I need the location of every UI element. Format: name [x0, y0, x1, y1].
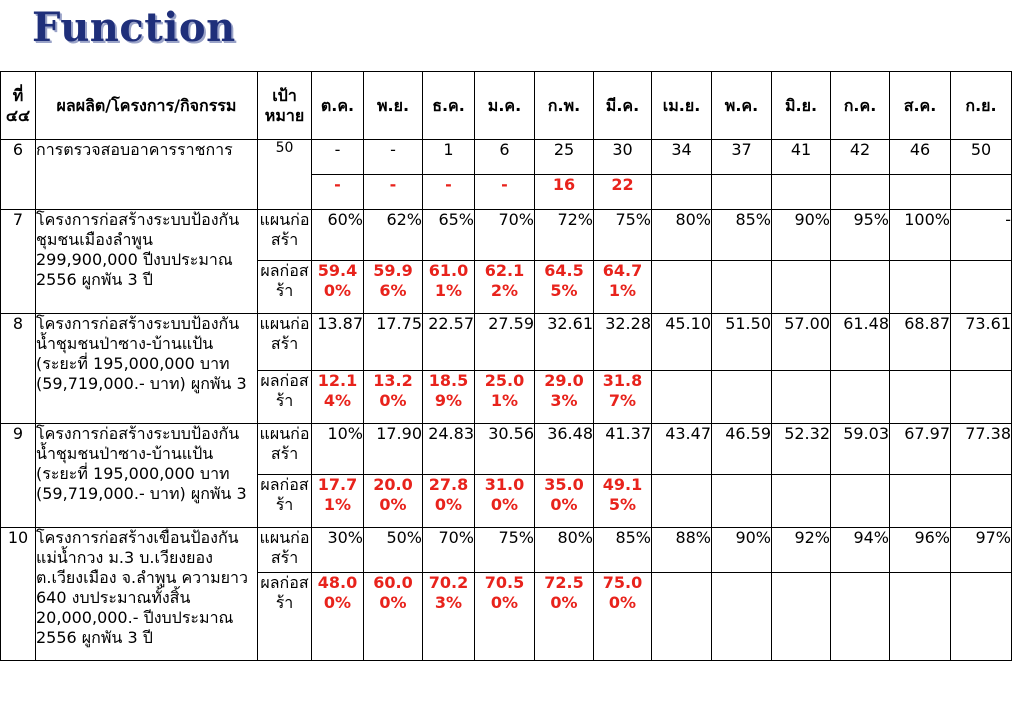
plan-value: 42 [831, 140, 890, 175]
result-value: 64.71% [594, 261, 652, 314]
col-target-header: เป้าหมาย [258, 72, 312, 140]
plan-value: 30% [312, 528, 364, 573]
result-value: 31.87% [594, 371, 652, 424]
plan-label: แผนก่อสร้า [258, 314, 312, 371]
page-title: Function [32, 4, 236, 51]
month-header: ส.ค. [890, 72, 951, 140]
result-value [772, 371, 831, 424]
result-value: 13.20% [364, 371, 423, 424]
result-value [951, 573, 1012, 661]
progress-table [0, 71, 1012, 661]
plan-value: 10% [312, 424, 364, 475]
result-value: 61.01% [423, 261, 475, 314]
result-value: 49.15% [594, 475, 652, 528]
plan-value: 60% [312, 210, 364, 261]
result-value: 60.00% [364, 573, 423, 661]
result-value: - [423, 175, 475, 210]
plan-value: 57.00 [772, 314, 831, 371]
table-row [1, 424, 1012, 475]
month-header: ก.ย. [951, 72, 1012, 140]
month-header: ธ.ค. [423, 72, 475, 140]
plan-value: 88% [652, 528, 712, 573]
result-value [831, 261, 890, 314]
project-name: การตรวจสอบอาคารราชการ [36, 140, 258, 210]
plan-value: 85% [712, 210, 772, 261]
plan-value: 52.32 [772, 424, 831, 475]
plan-label: แผนก่อสร้า [258, 424, 312, 475]
target-value: 50 [258, 140, 312, 210]
result-value [831, 475, 890, 528]
plan-value: 75% [475, 528, 535, 573]
plan-value: 1 [423, 140, 475, 175]
month-header: มิ.ย. [772, 72, 831, 140]
result-value [772, 475, 831, 528]
result-value: - [475, 175, 535, 210]
plan-value: 32.61 [535, 314, 594, 371]
plan-value: 92% [772, 528, 831, 573]
plan-value: 61.48 [831, 314, 890, 371]
result-value [652, 175, 712, 210]
col-no-header: ที่ ๔๔ [1, 72, 36, 140]
plan-value: - [364, 140, 423, 175]
month-header: ม.ค. [475, 72, 535, 140]
result-value [831, 573, 890, 661]
project-name: โครงการก่อสร้างระบบป้องกันชุมชนเมืองลำพูน 299,900,000 ปีงบประมาณ 2556 ผูกพัน 3 ปี [36, 210, 258, 314]
result-value: - [312, 175, 364, 210]
project-name: โครงการก่อสร้างระบบป้องกันน้ำชุมชนป่าซาง-บ้านแป้น (ระยะที่ 195,000,000 บาท (59,719,000.- บาท) ผูกพัน 3 [36, 424, 258, 528]
result-value [831, 371, 890, 424]
result-value [652, 475, 712, 528]
month-header: พ.ค. [712, 72, 772, 140]
result-value [890, 261, 951, 314]
result-value: 72.50% [535, 573, 594, 661]
plan-value: 94% [831, 528, 890, 573]
result-value [712, 371, 772, 424]
plan-value: 75% [594, 210, 652, 261]
plan-label: แผนก่อสร้า [258, 210, 312, 261]
result-label: ผลก่อสร้า [258, 573, 312, 661]
result-value [772, 261, 831, 314]
table-row [1, 528, 1012, 573]
result-value [890, 475, 951, 528]
result-value: 59.40% [312, 261, 364, 314]
result-value: 75.00% [594, 573, 652, 661]
result-value [772, 573, 831, 661]
plan-value: 68.87 [890, 314, 951, 371]
result-value [951, 261, 1012, 314]
plan-value: 95% [831, 210, 890, 261]
plan-value: 80% [652, 210, 712, 261]
plan-value: 46.59 [712, 424, 772, 475]
plan-value: 24.83 [423, 424, 475, 475]
result-value: 29.03% [535, 371, 594, 424]
plan-value: 67.97 [890, 424, 951, 475]
plan-value: 80% [535, 528, 594, 573]
plan-value: 77.38 [951, 424, 1012, 475]
month-header: พ.ย. [364, 72, 423, 140]
plan-value: 13.87 [312, 314, 364, 371]
plan-value: 22.57 [423, 314, 475, 371]
result-value [652, 573, 712, 661]
result-value: 31.00% [475, 475, 535, 528]
col-project-header: ผลผลิต/โครงการ/กิจกรรม [36, 72, 258, 140]
month-header: เม.ย. [652, 72, 712, 140]
result-value [890, 573, 951, 661]
result-value: - [364, 175, 423, 210]
result-value [951, 371, 1012, 424]
plan-value: 85% [594, 528, 652, 573]
plan-value: 50 [951, 140, 1012, 175]
result-value [772, 175, 831, 210]
result-value [652, 261, 712, 314]
plan-value: 72% [535, 210, 594, 261]
plan-value: 45.10 [652, 314, 712, 371]
result-label: ผลก่อสร้า [258, 261, 312, 314]
result-value: 16 [535, 175, 594, 210]
result-value [951, 475, 1012, 528]
plan-value: 30 [594, 140, 652, 175]
row-number: 7 [1, 210, 36, 314]
project-name: โครงการก่อสร้างระบบป้องกันน้ำชุมชนป่าซาง-บ้านแป้น (ระยะที่ 195,000,000 บาท (59,719,000.- บาท) ผูกพัน 3 [36, 314, 258, 424]
plan-value: - [951, 210, 1012, 261]
result-value: 64.55% [535, 261, 594, 314]
result-value: 62.12% [475, 261, 535, 314]
plan-value: 90% [712, 528, 772, 573]
plan-value: 65% [423, 210, 475, 261]
row-number: 9 [1, 424, 36, 528]
result-value [712, 475, 772, 528]
result-value [890, 371, 951, 424]
plan-value: 46 [890, 140, 951, 175]
month-header: ก.ค. [831, 72, 890, 140]
plan-value: 32.28 [594, 314, 652, 371]
table-row [1, 314, 1012, 371]
plan-value: 41 [772, 140, 831, 175]
plan-value: 6 [475, 140, 535, 175]
plan-value: 43.47 [652, 424, 712, 475]
plan-value: 62% [364, 210, 423, 261]
result-value [951, 175, 1012, 210]
month-header: ต.ค. [312, 72, 364, 140]
plan-value: 50% [364, 528, 423, 573]
plan-value: 17.75 [364, 314, 423, 371]
plan-value: 97% [951, 528, 1012, 573]
result-value [712, 573, 772, 661]
result-value: 35.00% [535, 475, 594, 528]
plan-value: - [312, 140, 364, 175]
plan-value: 59.03 [831, 424, 890, 475]
row-number: 8 [1, 314, 36, 424]
result-value [831, 175, 890, 210]
result-value: 20.00% [364, 475, 423, 528]
plan-value: 25 [535, 140, 594, 175]
plan-value: 41.37 [594, 424, 652, 475]
plan-value: 27.59 [475, 314, 535, 371]
plan-label: แผนก่อสร้า [258, 528, 312, 573]
plan-value: 70% [475, 210, 535, 261]
plan-value: 36.48 [535, 424, 594, 475]
result-value: 18.59% [423, 371, 475, 424]
plan-value: 90% [772, 210, 831, 261]
project-name: โครงการก่อสร้างเขื่อนป้องกันแม่น้ำกวง ม.3 บ.เวียงยอง ต.เวียงเมือง จ.ลำพูน ความยาว 640 งบประมาณทั้งสิ้น 20,000,000.- ปีงบประมาณ 2556 ผูกพัน 3 ปี [36, 528, 258, 661]
result-value [652, 371, 712, 424]
plan-value: 70% [423, 528, 475, 573]
plan-value: 34 [652, 140, 712, 175]
plan-value: 96% [890, 528, 951, 573]
row-number: 10 [1, 528, 36, 661]
result-value: 17.71% [312, 475, 364, 528]
result-value: 59.96% [364, 261, 423, 314]
header-row [1, 72, 1012, 140]
result-value [890, 175, 951, 210]
plan-value: 17.90 [364, 424, 423, 475]
result-value: 22 [594, 175, 652, 210]
table-row [1, 210, 1012, 261]
row-number: 6 [1, 140, 36, 210]
table-row [1, 140, 1012, 175]
result-value: 70.23% [423, 573, 475, 661]
result-value: 70.50% [475, 573, 535, 661]
result-value: 27.80% [423, 475, 475, 528]
result-value: 12.14% [312, 371, 364, 424]
month-header: มี.ค. [594, 72, 652, 140]
plan-value: 37 [712, 140, 772, 175]
plan-value: 51.50 [712, 314, 772, 371]
result-label: ผลก่อสร้า [258, 475, 312, 528]
plan-value: 100% [890, 210, 951, 261]
result-value [712, 175, 772, 210]
result-value: 48.00% [312, 573, 364, 661]
result-value [712, 261, 772, 314]
plan-value: 73.61 [951, 314, 1012, 371]
plan-value: 30.56 [475, 424, 535, 475]
result-value: 25.01% [475, 371, 535, 424]
result-label: ผลก่อสร้า [258, 371, 312, 424]
month-header: ก.พ. [535, 72, 594, 140]
